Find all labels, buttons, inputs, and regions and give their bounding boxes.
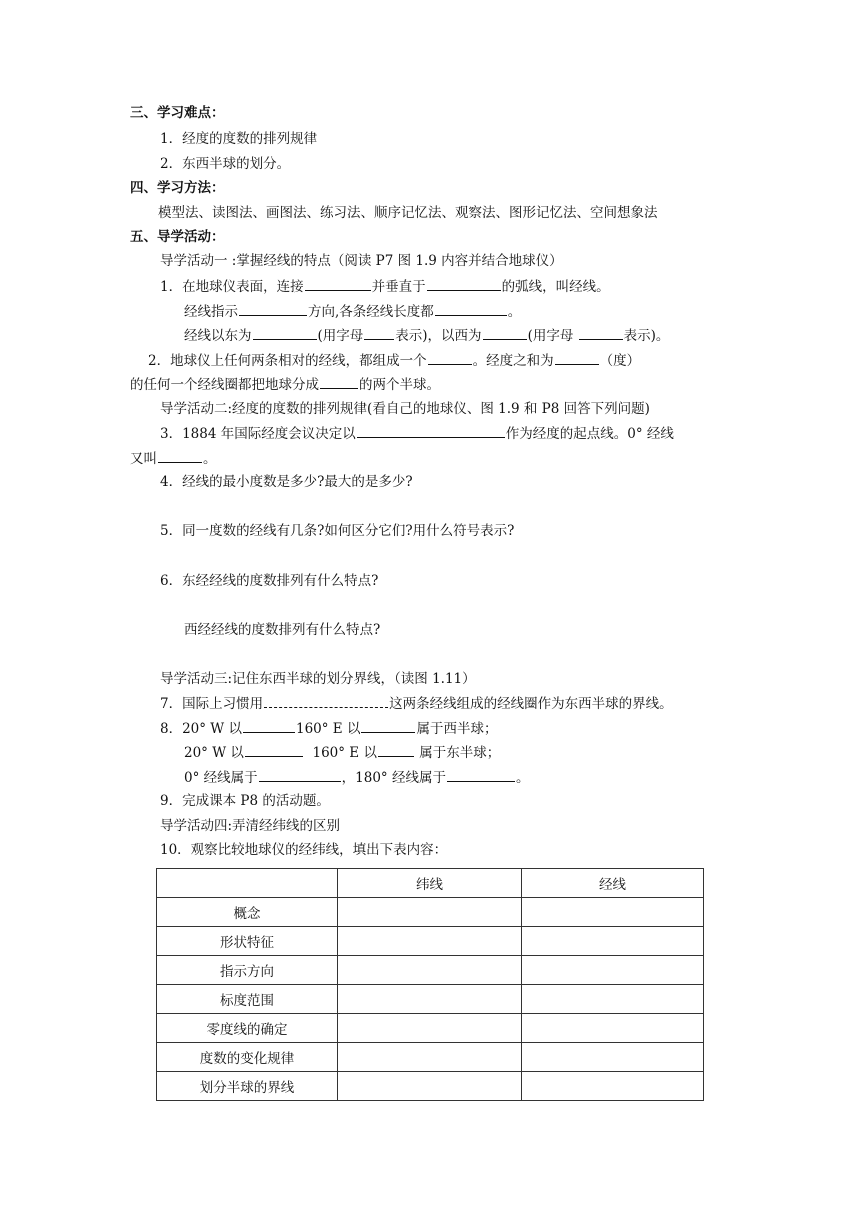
question-1-line-3	[184, 326, 669, 345]
q1-text-a: 1．在地球仪表面，连接	[160, 279, 304, 295]
q8-text-e: 160° E 以	[312, 745, 377, 761]
question-8	[160, 719, 497, 738]
question-3-line-2	[130, 449, 217, 468]
q1-text-g: 经线以东为	[184, 328, 252, 344]
table-row	[157, 1072, 704, 1101]
question-10: 10．观察比较地球仪的经纬线，填出下表内容：	[160, 842, 448, 858]
q8-text-a: 8．20° W 以	[160, 721, 242, 737]
answer-cell[interactable]	[338, 985, 522, 1014]
q3-text-a: 3．1884 年国际经度会议决定以	[160, 426, 356, 442]
activity-1-heading: 导学活动一 :掌握经线的特点（阅读 P7 图 1.9 内容并结合地球仪）	[160, 253, 563, 269]
q3-text-c: 又叫	[130, 451, 157, 467]
question-3	[160, 424, 674, 443]
blank[interactable]	[364, 326, 394, 340]
answer-cell[interactable]	[338, 956, 522, 985]
q1-text-e: 方向,各条经线长度都	[308, 304, 434, 320]
question-6-b: 西经经线的度数排列有什么特点?	[184, 622, 381, 638]
q7-text-b: 这两条经线组成的经线圈作为东西半球的界线。	[389, 696, 673, 712]
comparison-table	[156, 868, 704, 1101]
question-8-line-3	[184, 768, 529, 787]
answer-cell[interactable]	[338, 898, 522, 927]
q2-text-e: 的两个半球。	[359, 377, 440, 393]
question-5: 5．同一度数的经线有几条?如何区分它们?用什么符号表示?	[160, 523, 515, 539]
q8-text-c: 属于西半球；	[416, 721, 498, 737]
row-label: 指示方向	[157, 956, 338, 985]
blank[interactable]	[245, 743, 303, 757]
question-6: 6．东经经线的度数排列有什么特点?	[160, 573, 379, 589]
table-row	[157, 985, 704, 1014]
table-row	[157, 898, 704, 927]
answer-cell[interactable]	[338, 1014, 522, 1043]
blank[interactable]	[243, 719, 295, 733]
q2-text-d: 的任何一个经线圈都把地球分成	[130, 377, 319, 393]
answer-cell[interactable]	[522, 1072, 704, 1101]
blank[interactable]	[239, 302, 307, 316]
answer-cell[interactable]	[522, 956, 704, 985]
blank[interactable]	[435, 302, 507, 316]
question-1	[160, 277, 610, 296]
answer-cell[interactable]	[522, 898, 704, 927]
blank[interactable]	[555, 351, 599, 365]
row-label: 划分半球的界线	[157, 1072, 338, 1101]
answer-cell[interactable]	[338, 1072, 522, 1101]
q1-text-b: 并垂直于	[371, 279, 426, 295]
blank[interactable]	[305, 277, 371, 291]
blank[interactable]	[320, 375, 358, 389]
answer-cell[interactable]	[338, 927, 522, 956]
activity-4-heading: 导学活动四:弄清经纬线的区别	[160, 818, 341, 834]
activity-3-heading: 导学活动三:记住东西半球的划分界线，（读图 1.11）	[160, 671, 476, 687]
table-header-cell: 经线	[522, 869, 704, 898]
q2-text-a: 2．地球仪上任何两条相对的经线，都组成一个	[148, 353, 427, 369]
section-3-title: 三、学习难点：	[130, 105, 225, 121]
question-8-line-2	[184, 743, 500, 762]
table-header-cell	[157, 869, 338, 898]
blank[interactable]	[158, 449, 202, 463]
section-5-title: 五、导学活动：	[130, 229, 225, 245]
q1-text-k: 表示)。	[623, 328, 670, 344]
blank[interactable]	[259, 768, 341, 782]
question-2	[148, 351, 640, 370]
row-label: 标度范围	[157, 985, 338, 1014]
q8-text-b: 160° E 以	[295, 721, 361, 737]
q1-text-i: 表示)，以西为	[395, 328, 482, 344]
blank[interactable]	[253, 326, 317, 340]
blank[interactable]	[361, 719, 415, 733]
answer-cell[interactable]	[338, 1043, 522, 1072]
q7-text-a: 7．国际上习惯用	[160, 696, 264, 712]
row-label: 零度线的确定	[157, 1014, 338, 1043]
blank[interactable]	[428, 351, 472, 365]
table-row	[157, 1014, 704, 1043]
row-label: 度数的变化规律	[157, 1043, 338, 1072]
q3-text-b: 作为经度的起点线。0° 经线	[505, 426, 674, 442]
q1-text-f: 。	[507, 304, 522, 320]
question-2-line-2	[130, 375, 440, 394]
blank[interactable]	[447, 768, 515, 782]
blank[interactable]	[427, 277, 501, 291]
section-3-item-1: 1．经度的度数的排列规律	[160, 131, 318, 147]
blank[interactable]	[357, 424, 505, 438]
q1-text-j: (用字母	[527, 328, 574, 344]
q1-text-h: (用字母	[317, 328, 364, 344]
answer-cell[interactable]	[522, 1014, 704, 1043]
question-4: 4．经线的最小度数是多少?最大的是多少?	[160, 474, 413, 490]
q8-text-d: 20° W 以	[184, 745, 244, 761]
q2-text-b: 。经度之和为	[472, 353, 554, 369]
table-header-cell: 纬线	[338, 869, 522, 898]
q1-text-d: 经线指示	[184, 304, 238, 320]
question-7	[160, 694, 673, 713]
activity-2-heading: 导学活动二:经度的度数的排列规律(看自己的地球仪、图 1.9 和 P8 回答下列问题)	[160, 401, 650, 417]
blank[interactable]	[483, 326, 527, 340]
q2-text-c: （度）	[599, 353, 641, 369]
q1-text-c: 的弧线，叫经线。	[501, 279, 610, 295]
q3-text-d: 。	[203, 451, 217, 467]
section-4-title: 四、学习方法：	[130, 180, 225, 196]
answer-cell[interactable]	[522, 985, 704, 1014]
answer-cell[interactable]	[522, 1043, 704, 1072]
table-row	[157, 927, 704, 956]
blank[interactable]	[579, 326, 623, 340]
section-3-item-2: 2．东西半球的划分。	[160, 156, 291, 172]
q8-text-h: ，180° 经线属于	[341, 770, 446, 786]
question-1-line-2	[184, 302, 521, 321]
blank[interactable]	[378, 743, 414, 757]
question-9: 9．完成课本 P8 的活动题。	[160, 793, 330, 809]
section-4-text: 模型法、读图法、画图法、练习法、顺序记忆法、观察法、图形记忆法、空间想象法	[158, 205, 658, 221]
blank[interactable]	[264, 694, 388, 708]
row-label: 概念	[157, 898, 338, 927]
table-row	[157, 1043, 704, 1072]
q8-text-f: 属于东半球；	[419, 745, 501, 761]
table-row	[157, 956, 704, 985]
q8-text-g: 0° 经线属于	[184, 770, 258, 786]
row-label: 形状特征	[157, 927, 338, 956]
table-header-row	[157, 869, 704, 898]
q8-text-i: 。	[515, 770, 530, 786]
answer-cell[interactable]	[522, 927, 704, 956]
